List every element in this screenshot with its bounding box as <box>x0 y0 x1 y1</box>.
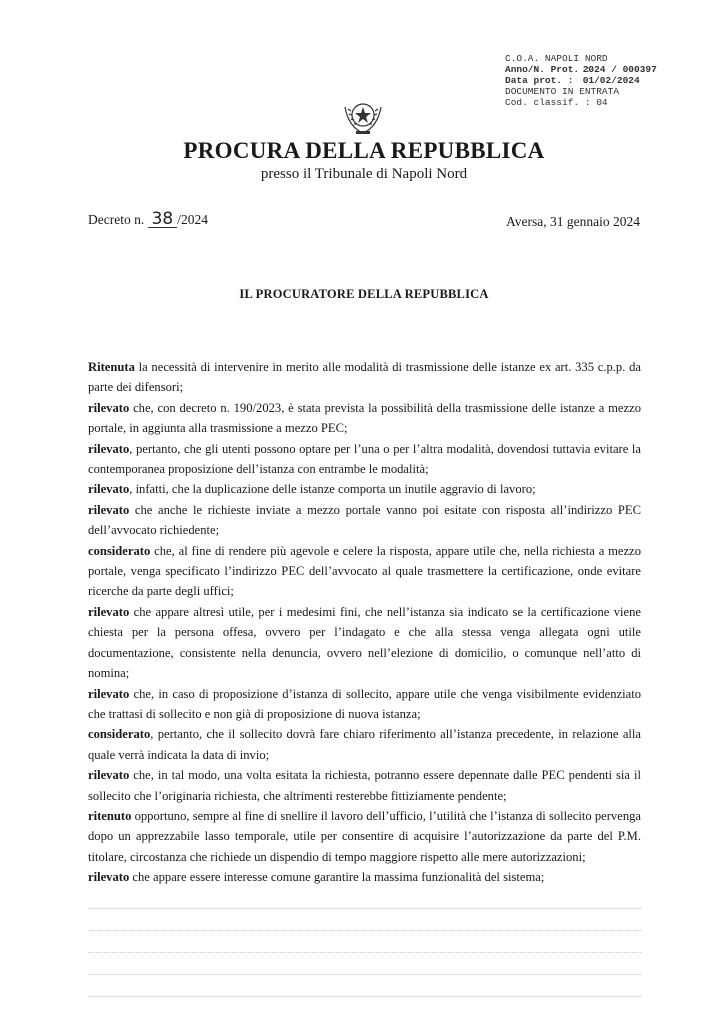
paragraph-lead: rilevato <box>88 870 130 885</box>
paragraph-lead: ritenuto <box>88 808 132 823</box>
paragraph-lead: rilevato <box>88 502 130 517</box>
paragraph-lead: rilevato <box>88 441 130 456</box>
decree-year: /2024 <box>177 212 209 227</box>
paragraph <box>88 806 641 867</box>
stamp-class-row <box>505 97 705 108</box>
paragraph <box>88 479 641 499</box>
paragraph-text: che appare essere interesse comune garantire la massima funzionalità del sistema; <box>129 870 545 885</box>
paragraph <box>88 602 641 684</box>
paragraph-text: che anche le richieste inviate a mezzo portale vanno poi esitate con risposta all’indirizzo PEC dell’avvocato richiedente; <box>88 502 641 538</box>
decree-number-line <box>88 209 209 229</box>
protocol-stamp <box>505 53 705 108</box>
stamp-office: C.O.A. NAPOLI NORD <box>505 53 608 64</box>
paragraph-text: opportuno, sempre al fine di snellire il lavoro dell’ufficio, l’utilità che l’istanza di sollecito pervenga dopo un apprezzabile lasso temporale, utile per consentire di acquisire l’autorizzazione da parte del P.M. titolare, circostanza che richiede un dispendio di tempo maggiore rispetto alle mere autorizzazioni; <box>88 808 641 864</box>
paragraph <box>88 357 641 398</box>
paragraph-lead: rilevato <box>88 686 130 701</box>
republic-emblem-icon <box>341 95 385 137</box>
decree-number: 38 <box>148 212 178 228</box>
paragraph-lead: rilevato <box>88 400 130 415</box>
stamp-protocol-label: Anno/N. Prot. : <box>505 64 591 75</box>
place-date: Aversa, 31 gennaio 2024 <box>506 214 640 229</box>
paragraph <box>88 765 641 806</box>
office-title: PROCURA DELLA REPUBBLICA <box>183 138 545 163</box>
faded-line <box>88 996 641 998</box>
faded-line <box>88 908 641 910</box>
paragraph <box>88 724 641 765</box>
faded-bleedthrough-text <box>88 908 641 1018</box>
paragraph <box>88 867 641 887</box>
paragraph-text: , pertanto, che gli utenti possono optare per l’una o per l’altra modalità, dovendosi tuttavia evitare la contemporanea proposizione dell’istanza con entrambe le modalità; <box>88 441 641 477</box>
stamp-date-row <box>505 75 705 86</box>
paragraph-lead: rilevato <box>88 768 130 783</box>
paragraph <box>88 541 641 602</box>
paragraph-lead: Ritenuta <box>88 360 135 374</box>
paragraph-text: che, al fine di rendere più agevole e celere la risposta, appare utile che, nella richiesta a mezzo portale, venga specificato l’indirizzo PEC dell’avvocato al quale trasmettere la certificazione, onde evitare ricerche da parte degli uffici; <box>88 543 641 599</box>
paragraph-text: che, con decreto n. 190/2023, è stata prevista la possibilità della trasmissione delle istanze a mezzo portale, in aggiunta alla trasmissione a mezzo PEC; <box>88 400 641 436</box>
faded-line <box>88 974 641 976</box>
faded-line <box>88 952 641 954</box>
stamp-date-label: Data prot. : <box>505 75 574 86</box>
paragraph-text: che, in tal modo, una volta esitata la richiesta, potranno essere depennate dalle PEC pendenti sia il sollecito che l’originaria richiesta, che altrimenti resterebbe fittiziamente pendente; <box>88 768 641 803</box>
stamp-protocol-row <box>505 64 705 75</box>
stamp-protocol-value: 2024 / 000397 <box>582 64 657 75</box>
stamp-doc-type: DOCUMENTO IN ENTRATA <box>505 86 620 97</box>
paragraph-text: la necessità di intervenire in merito alle modalità di trasmissione delle istanze ex art. 335 c.p.p. da parte dei difensori; <box>88 360 641 395</box>
paragraph-text: , infatti, che la duplicazione delle istanze comporta un inutile aggravio di lavoro; <box>129 482 536 497</box>
paragraph-text: che, in caso di proposizione d’istanza di sollecito, appare utile che venga visibilmente evidenziato che trattasi di sollecito e non già di proposizione di nuova istanza; <box>88 686 641 721</box>
office-subtitle: presso il Tribunale di Napoli Nord <box>260 166 468 182</box>
stamp-class-label: Cod. classif. : <box>505 97 591 108</box>
stamp-class-value: 04 <box>596 97 608 108</box>
decree-body <box>88 357 641 888</box>
paragraph-lead: rilevato <box>88 604 130 619</box>
paragraph-text: , pertanto, che il sollecito dovrà fare chiaro riferimento all’istanza precedente, in relazione alla quale verrà indicata la data di invio; <box>88 727 641 762</box>
decree-prefix: Decreto n. <box>88 212 145 227</box>
paragraph <box>88 398 641 439</box>
faded-line <box>88 930 641 932</box>
paragraph <box>88 684 641 725</box>
paragraph <box>88 500 641 541</box>
stamp-date-value: 01/02/2024 <box>582 75 640 86</box>
document-heading: IL PROCURATORE DELLA REPUBBLICA <box>239 287 489 301</box>
paragraph-lead: considerato <box>88 727 151 742</box>
paragraph-lead: considerato <box>88 543 151 558</box>
paragraph-text: che appare altresì utile, per i medesimi fini, che nell’istanza sia indicato se la certificazione viene chiesta per la persona offesa, ovvero per l’indagato e che alla stessa venga allegata ogni utile documentazione, consistente nella denuncia, ovvero nell’elezione di domicilio, o comunque nell’atto di nomina; <box>88 604 641 681</box>
paragraph-lead: rilevato <box>88 482 130 497</box>
paragraph <box>88 439 641 480</box>
